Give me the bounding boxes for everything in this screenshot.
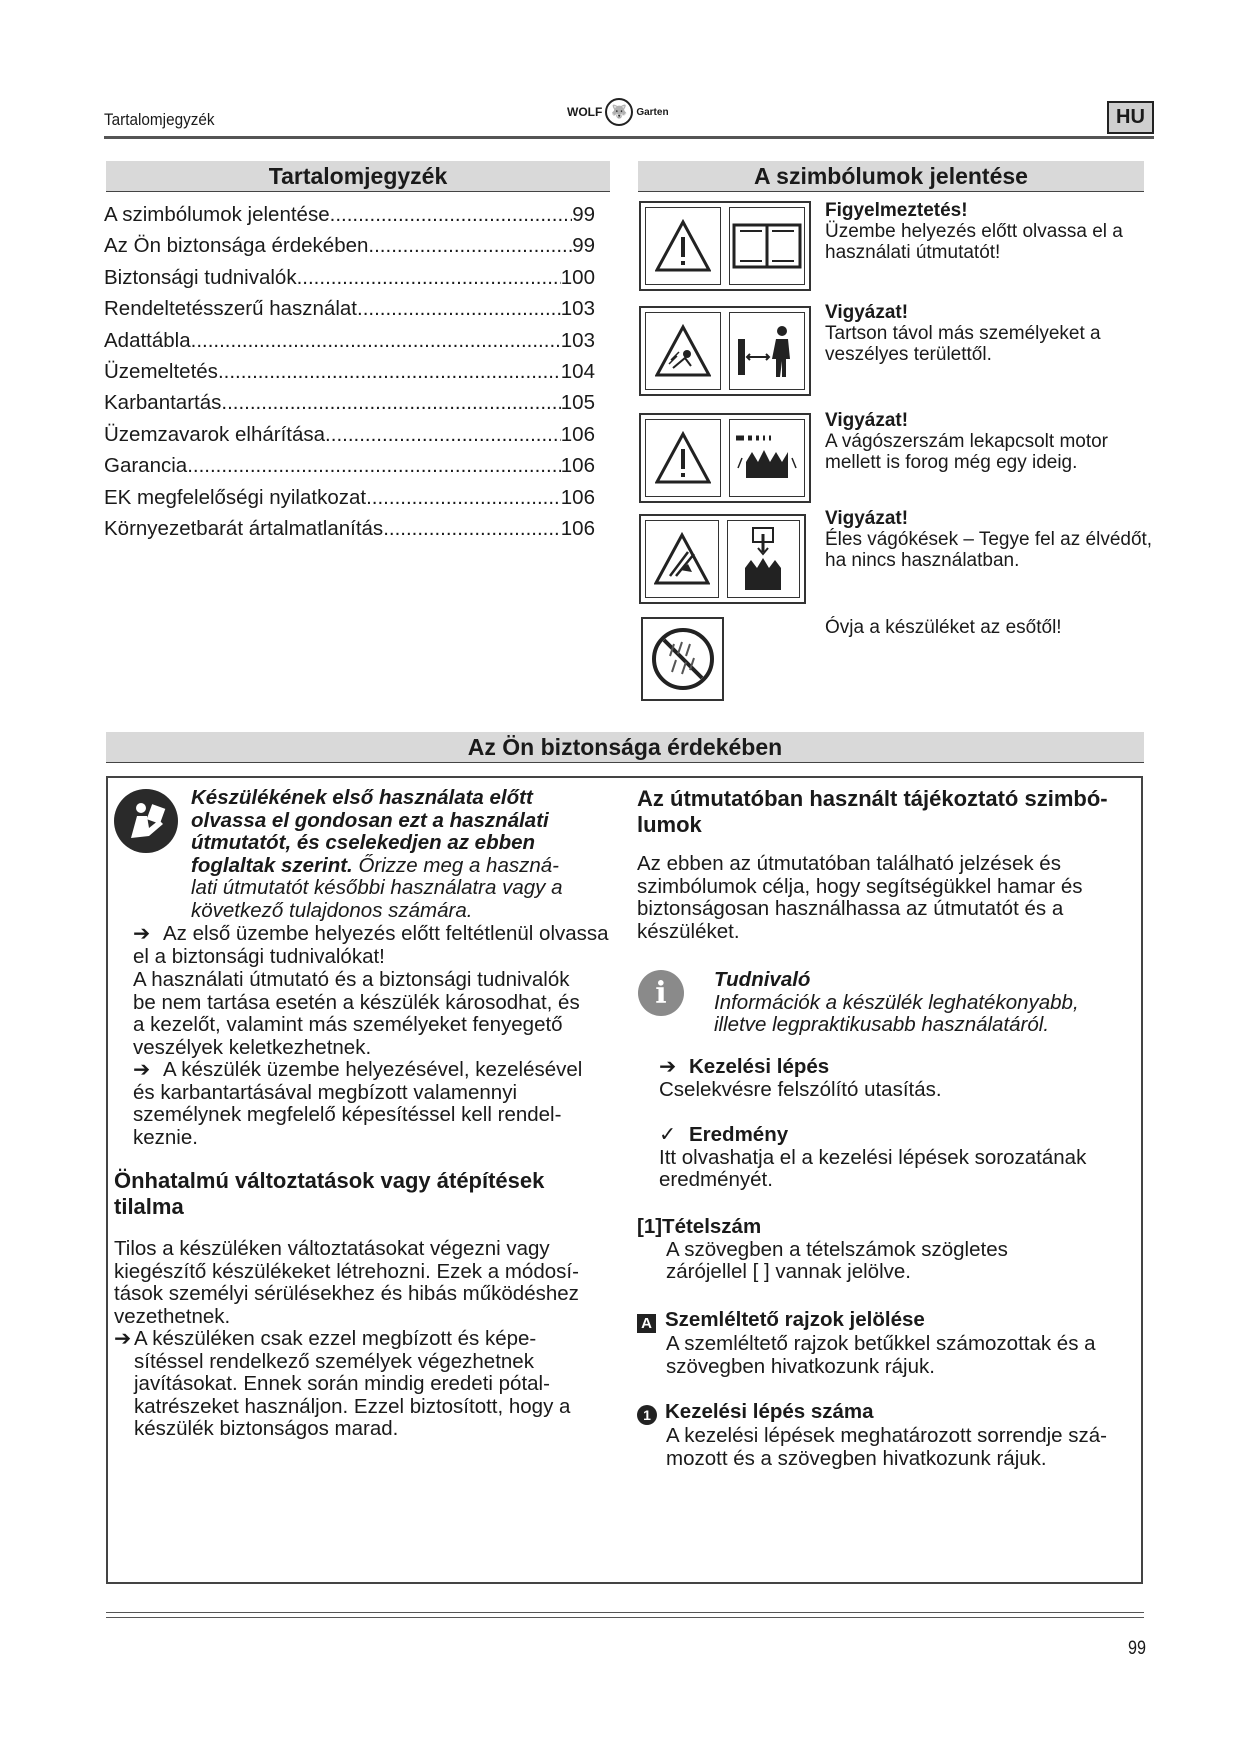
symbols-heading: A szimbólumok jelentése [638,161,1144,192]
number-badge-icon: 1 [637,1405,657,1425]
arrow-icon: ➔ [133,1058,151,1081]
toc-entry-page: 99 [572,203,595,226]
toc-entry-label: Környezetbarát ártalmatlanítás [104,517,384,540]
toc-dot-leader [357,297,561,321]
warning-triangle-icon [645,419,721,497]
toc-entry-page: 104 [560,360,595,383]
result-legend: ✓ Eredmény Itt olvashatja el a kezelési lépések sorozatának eredményét. [659,1123,1087,1191]
toc-entry-label: Az Ön biztonsága érdekében [104,234,369,258]
read-manual-icon [114,789,178,853]
logo-wolf: WOLF [567,105,603,119]
toc-entry-label: Rendeltetésszerű használat [104,297,357,321]
language-badge: HU [1107,101,1154,134]
toc-entry [104,360,595,384]
toc-entry-label: Garancia [104,454,188,478]
toc-entry-label: A szimbólumok jelentése [104,203,330,226]
intro-rest-3: következő tulajdonos számára. [191,898,473,922]
warning-paragraph: A használati útmutató és a biztonsági tudnivalók be nem tartása esetén a készülék károsodhat, és a kezelőt, valamint más személyeket fenyegető veszélyek keletkezhetnek. ➔ A készülék üzembe helyezésével, kezelésével és karbantartásával megbízott valamennyi személynek megfelelő képesítéssel kell rendel- keznie. [133,968,583,1149]
toc-entry-page: 103 [560,328,595,352]
checkmark-icon: ✓ [659,1123,677,1146]
page-number: 99 [1128,1638,1146,1659]
warning-thrown-objects-icon [645,312,721,390]
symbol-keep-distance [639,306,811,396]
symbol-sharp-blades [639,514,806,604]
symbol-blade-rotates [639,413,811,503]
note-block: Tudnivaló Információk a készülék leghatékonyabb, illetve legpraktikusabb használatáról. [714,968,1079,1036]
toc-entry-label: Üzemzavarok elhárítása [104,422,326,446]
symbol-text-1: Figyelmeztetés! Üzembe helyezés előtt olvassa el a használati útmutatót! [825,200,1123,263]
no-rain-icon [650,626,716,692]
toc-entry [104,454,595,478]
operating-step-legend: ➔ Kezelési lépés Cselekvésre felszólító utasítás. [659,1055,942,1101]
toc-entry [104,486,595,510]
info-symbols-heading: Az útmutatóban használt tájékoztató szimbó- lumok [637,786,1108,837]
item-number-legend: [1]Tételszám A szövegben a tételszámok szögletes zárójellel [ ] vannak jelölve. [637,1215,1008,1283]
arrow-icon: ➔ [114,1327,132,1350]
intro-bold-2: olvassa el gondosan ezt a használati [191,808,549,832]
toc-dot-leader [191,329,561,353]
intro-paragraph [191,787,611,922]
intro-rest-1: Őrizze meg a haszná- [352,853,559,877]
book-icon [729,207,805,285]
symbol-text-2: Vigyázat! Tartson távol más személyeket a veszélyes területtől. [825,302,1101,365]
toc-entry-label: Biztonsági tudnivalók [104,265,297,289]
toc-heading: Tartalomjegyzék [106,161,610,192]
toc-dot-leader [187,454,561,478]
toc-dot-leader [325,423,561,447]
footer-rule [106,1612,1144,1618]
toc-dot-leader [218,360,561,384]
letter-badge-icon: A [637,1314,656,1333]
illustration-legend: A Szemléltető rajzok jelölése A szemléltető rajzok betűkkel számozottak és a szövegben hivatkozunk rájuk. [637,1309,1137,1378]
info-paragraph: Az ebben az útmutatóban található jelzések és szimbólumok célja, hogy segítségükkel hamar és biztonságosan használhassa az útmutatót és a készüléket. [637,852,1083,943]
step-1: ➔ Az első üzembe helyezés előtt feltétlenül olvassa el a biztonsági tudnivalókat! [133,922,609,968]
symbol-protect-rain [641,617,724,701]
symbol-text-3: Vigyázat! A vágószerszám lekapcsolt motor mellett is forog még egy ideig. [825,410,1109,473]
toc-dot-leader [383,517,561,541]
toc-dot-leader [366,486,561,510]
blade-guard-icon [727,520,801,598]
modifications-paragraph: Tilos a készüléken változtatásokat végezni vagy kiegészítő készülékeket létrehozni. Ezek a módosí- tások személyi sérülésekhez és hibás működéshez vezethetnek. ➔ A készüléken csak ezzel megbízott és képe- sítéssel rendelkező személyek végezhetnek javításokat. Ennek során mindig eredeti pótal- katrészeket használjon. Ezzel biztosított, hogy a készülék biztonságos marad. [114,1237,579,1440]
toc-entry [104,423,595,447]
toc-dot-leader [368,234,572,258]
toc-entry-page: 100 [560,265,595,289]
arrow-icon: ➔ [133,922,151,945]
intro-rest-2: lati útmutatót későbbi használatra vagy a [191,876,563,899]
toc-dot-leader [297,266,561,290]
intro-bold-4: foglaltak szerint. [191,853,353,877]
toc-dot-leader [221,391,560,415]
warning-cut-hand-icon [645,520,719,598]
toc-entry-page: 106 [560,422,595,446]
toc-entry-page: 99 [572,234,595,258]
toc-entry-label: Karbantartás [104,391,222,415]
toc-entry [104,266,595,290]
warning-triangle-icon [645,207,721,285]
intro-bold-1: Készülékének első használata előtt [191,786,533,809]
arrow-icon: ➔ [659,1055,677,1078]
symbol-text-5: Óvja a készüléket az esőtől! [825,617,1062,638]
person-distance-icon [729,312,805,390]
toc-entry [104,297,595,321]
toc-entry [104,329,595,353]
header-rule [104,136,1154,139]
toc-entry-page: 106 [560,517,595,540]
rotating-blade-icon [729,419,805,497]
toc-entry [104,517,595,541]
header-title: Tartalomjegyzék [104,110,215,129]
toc-entry-page: 106 [560,485,595,509]
symbol-text-4: Vigyázat! Éles vágókések – Tegye fel az élvédőt, ha nincs használatban. [825,508,1153,571]
intro-bold-3: útmutatót, és cselekedjen az ebben [191,831,536,854]
toc-entry-label: Üzemeltetés [104,360,218,383]
logo-garten: Garten [636,106,669,118]
toc-entry [104,203,595,227]
safety-heading: Az Ön biztonsága érdekében [106,732,1144,763]
toc-entry-label: Adattábla [104,328,191,352]
step-number-legend: 1 Kezelési lépés száma A kezelési lépések meghatározott sorrendje szá- mozott és a szövegben hivatkozunk rájuk. [637,1401,1147,1470]
symbol-read-manual [639,201,811,291]
toc-entry-page: 103 [560,297,595,321]
info-icon: i [638,970,684,1016]
wolf-head-icon: 🐺 [605,98,633,126]
toc-entry-page: 105 [560,391,595,415]
brand-logo [567,98,707,126]
toc-dot-leader [330,203,573,227]
toc-entry-page: 106 [560,454,595,478]
toc-entry [104,391,595,415]
modifications-heading: Önhatalmú változtatások vagy átépítések tilalma [114,1168,545,1219]
toc-entry-label: EK megfelelőségi nyilatkozat [104,485,367,509]
toc-entry [104,234,595,258]
